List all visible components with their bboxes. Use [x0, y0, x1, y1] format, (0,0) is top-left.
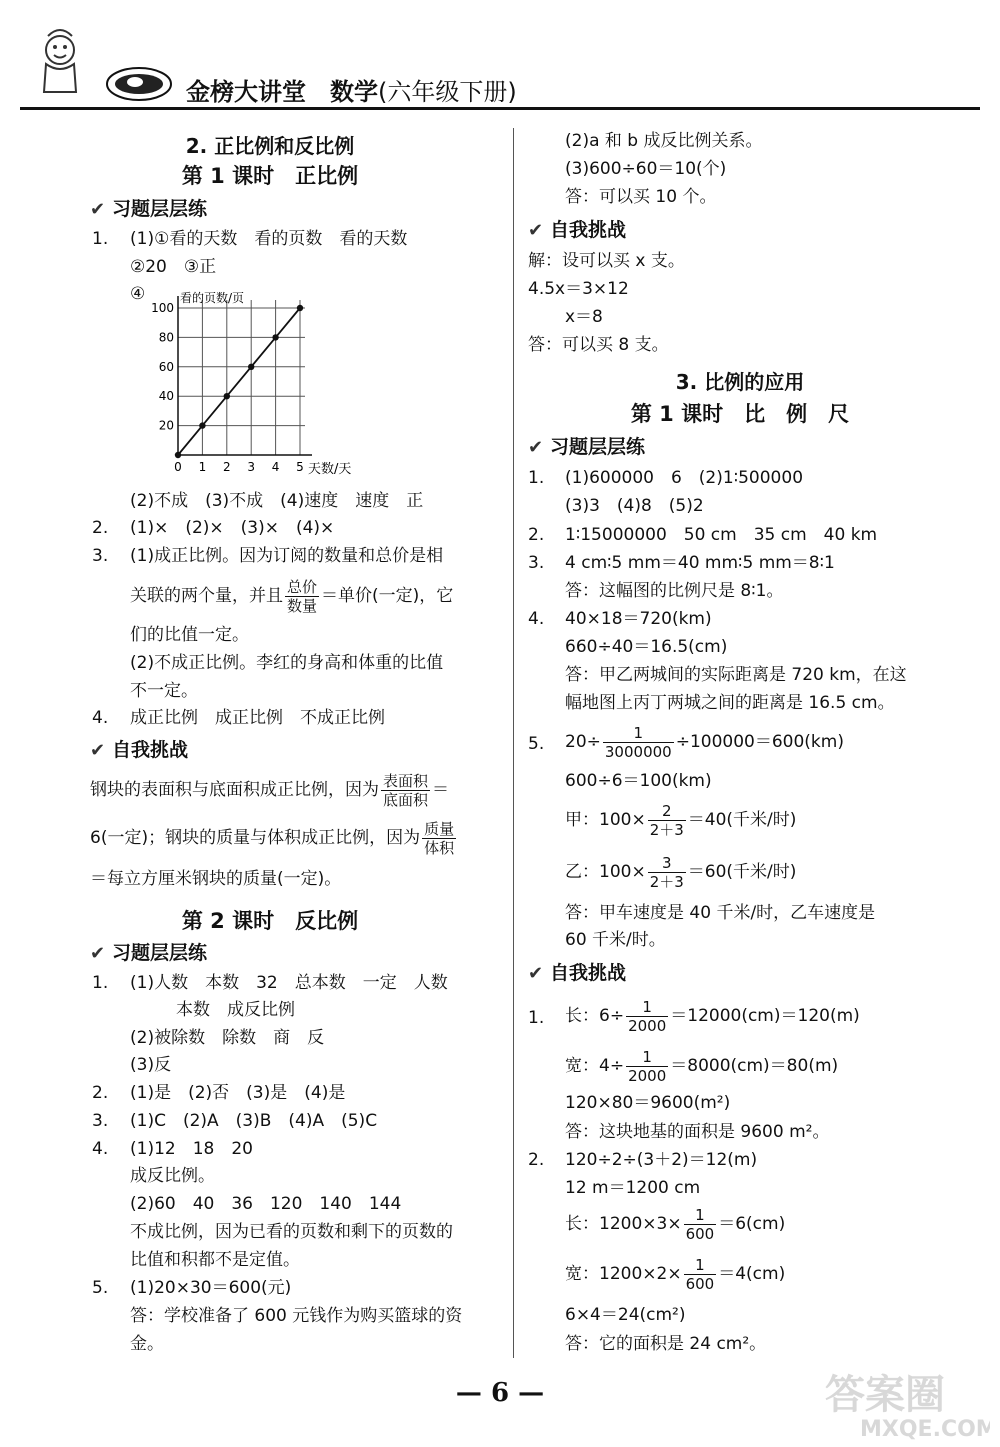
brand-logo-icon	[105, 66, 173, 102]
data-point	[175, 452, 181, 458]
answer-line: 答：这幅图的比例尺是 8∶1。	[565, 581, 784, 601]
answer-line: 12 m＝1200 cm	[565, 1178, 701, 1198]
svg-text:MXQE.COM: MXQE.COM	[860, 1417, 990, 1442]
challenge-heading: ✔ 自我挑战	[90, 739, 189, 761]
answer-line: (1)成正比例。因为订阅的数量和总价是相	[130, 546, 444, 566]
answer-line: 比值和积都不是定值。	[130, 1250, 300, 1270]
answer-line: 60 千米/时。	[565, 930, 666, 950]
answer-line: (2)被除数 除数 商 反	[130, 1028, 325, 1048]
question-number: 2.	[92, 1083, 109, 1103]
question-number: 2.	[92, 518, 109, 538]
answer-line: (1)12 18 20	[130, 1139, 253, 1159]
answer-line: 答：可以买 8 支。	[528, 335, 669, 355]
answer-line: (1)①看的天数 看的页数 看的天数	[130, 229, 408, 249]
fraction: $\frac{\text{表面积}}{\text{底面积}}$	[383, 771, 429, 809]
x-tick-label: 5	[296, 460, 304, 474]
fraction: $\frac{1}{2000}$	[628, 997, 667, 1035]
practice-heading: ✔ 习题层层练	[528, 436, 646, 458]
practice-heading: ✔ 习题层层练	[90, 942, 208, 964]
question-number: 4.	[92, 708, 109, 728]
answer-line: 本数 成反比例	[176, 1000, 295, 1020]
cartoon-mascot-icon	[20, 22, 100, 102]
header-divider	[20, 107, 980, 110]
answer-line: 解：设可以买 x 支。	[528, 251, 685, 271]
answer-line: 不一定。	[130, 681, 198, 701]
answer-line: 4.5x＝3×12	[528, 279, 629, 299]
answer-line: 答：可以买 10 个。	[565, 187, 717, 207]
data-point	[224, 393, 230, 399]
fraction: $\frac{1}{2000}$	[628, 1047, 667, 1085]
answer-line: 20÷ $\frac{1}{3000000}$ ÷100000＝600(km)	[565, 723, 844, 761]
y-tick-label: 40	[158, 389, 174, 404]
question-number: 4.	[528, 609, 545, 629]
answer-line: 答：甲乙两城间的实际距离是 720 km，在这	[565, 665, 907, 685]
check-icon: ✔	[528, 437, 544, 458]
answer-line: (1)600000 6 (2)1∶500000	[565, 468, 804, 488]
answer-line: 长：6÷ $\frac{1}{2000}$ ＝12000(cm)＝120(m)	[565, 997, 860, 1035]
grade-label: (六年级下册)	[378, 78, 517, 106]
y-tick-label: 80	[158, 330, 174, 345]
challenge-heading: ✔ 自我挑战	[528, 219, 627, 241]
y-axis-label: 看的页数/页	[180, 291, 245, 305]
y-tick-label: 100	[151, 301, 174, 315]
answer-line: 答：这块地基的面积是 9600 m²。	[565, 1122, 830, 1142]
series-line	[178, 308, 300, 455]
answer-line: 幅地图上丙丁两城之间的距离是 16.5 cm。	[565, 693, 895, 713]
answer-line: 4 cm∶5 mm＝40 mm∶5 mm＝8∶1	[565, 553, 835, 573]
answer-line: (3)600÷60＝10(个)	[565, 159, 727, 179]
answer-line: ＝每立方厘米钢块的质量(一定)。	[90, 869, 342, 889]
answer-line: 答：它的面积是 24 cm²。	[565, 1334, 767, 1354]
check-icon: ✔	[90, 199, 106, 220]
book-title	[186, 72, 517, 107]
fraction: $\frac{1}{3000000}$	[604, 723, 672, 761]
answer-line: 们的比值一定。	[130, 625, 249, 645]
answer-line: (2)a 和 b 成反比例关系。	[565, 131, 763, 151]
answer-line: 6×4＝24(cm²)	[565, 1305, 686, 1325]
answer-line: ④	[130, 284, 146, 304]
answer-line: 6(一定)；钢块的质量与体积成正比例，因为 $\frac{\text{质量}}{\text{体积}}$	[90, 819, 455, 857]
question-number: 5.	[92, 1278, 109, 1298]
lesson-title: 第 1 课时 正比例	[181, 164, 359, 188]
question-number: 3.	[528, 553, 545, 573]
question-number: 1.	[92, 229, 109, 249]
data-point	[248, 364, 254, 370]
question-number: 3.	[92, 546, 109, 566]
x-axis-label: 天数/天	[308, 462, 352, 477]
watermark-icon	[815, 1360, 990, 1442]
question-number: 1.	[528, 1008, 545, 1028]
column-divider	[513, 128, 514, 1358]
answer-line: 120÷2÷(3＋2)＝12(m)	[565, 1150, 758, 1170]
question-number: 5.	[528, 734, 545, 754]
fraction: $\frac{\text{总价}}{\text{数量}}$	[287, 577, 318, 615]
answer-line: (1)人数 本数 32 总本数 一定 人数	[130, 973, 448, 993]
x-tick-label: 0	[174, 460, 182, 474]
answer-line: 成反比例。	[130, 1166, 215, 1186]
answer-line: 金。	[130, 1334, 164, 1354]
answer-line: (2)不成 (3)不成 (4)速度 速度 正	[130, 491, 424, 511]
answer-line: (3)3 (4)8 (5)2	[565, 496, 704, 516]
pages-vs-days-chart	[150, 290, 370, 482]
answer-line: 660÷40＝16.5(cm)	[565, 637, 728, 657]
fraction: $\frac{1}{600}$	[685, 1255, 715, 1293]
answer-line: 钢块的表面积与底面积成正比例，因为 $\frac{\text{表面积}}{\text{底面积}}$ ＝	[90, 771, 450, 809]
answer-line: (3)反	[130, 1055, 172, 1075]
answer-line: 宽：4÷ $\frac{1}{2000}$ ＝8000(cm)＝80(m)	[565, 1047, 839, 1085]
question-number: 4.	[92, 1139, 109, 1159]
answer-line: 120×80＝9600(m²)	[565, 1093, 731, 1113]
answer-line: 600÷6＝100(km)	[565, 771, 712, 791]
practice-heading: ✔ 习题层层练	[90, 198, 208, 220]
question-number: 1.	[92, 973, 109, 993]
answer-line: 不成比例，因为已看的页数和剩下的页数的	[130, 1222, 453, 1242]
answer-line: (2)不成正比例。李红的身高和体重的比值	[130, 653, 444, 673]
fraction: $\frac{2}{2+3}$	[649, 801, 684, 839]
check-icon: ✔	[90, 943, 106, 964]
svg-text:答案圈: 答案圈	[825, 1372, 945, 1418]
answer-line: ②20 ③正	[130, 257, 217, 277]
question-number: 1.	[528, 468, 545, 488]
answer-line: 关联的两个量，并且 $\frac{\text{总价}}{\text{数量}}$ ＝单价(一定)，它	[130, 577, 454, 615]
answer-line: 40×18＝720(km)	[565, 609, 712, 629]
lesson-title: 第 2 课时 反比例	[181, 909, 359, 933]
fraction: $\frac{1}{600}$	[685, 1205, 715, 1243]
section-title: 2. 正比例和反比例	[185, 134, 355, 158]
answer-line: 答：甲车速度是 40 千米/时，乙车速度是	[565, 903, 876, 923]
answer-line: (1)是 (2)否 (3)是 (4)是	[130, 1083, 346, 1103]
data-point	[272, 334, 278, 340]
subject-name: 数学	[330, 78, 378, 106]
answer-line: (1)× (2)× (3)× (4)×	[130, 518, 335, 538]
fraction: $\frac{\text{质量}}{\text{体积}}$	[424, 819, 455, 857]
check-icon: ✔	[90, 740, 106, 761]
x-tick-label: 2	[222, 460, 231, 474]
x-tick-label: 1	[198, 460, 207, 474]
answer-line: 1∶15000000 50 cm 35 cm 40 km	[565, 525, 878, 545]
data-point	[297, 305, 303, 311]
series-name: 金榜大讲堂	[186, 78, 306, 106]
answer-line: 答：学校准备了 600 元钱作为购买篮球的资	[130, 1306, 463, 1326]
y-tick-label: 20	[158, 418, 174, 433]
challenge-heading: ✔ 自我挑战	[528, 962, 627, 984]
answer-line: 甲：100× $\frac{2}{2+3}$ ＝40(千米/时)	[565, 801, 797, 839]
section-title: 3. 比例的应用	[675, 370, 805, 394]
answer-line: 成正比例 成正比例 不成正比例	[130, 708, 385, 728]
y-tick-label: 60	[158, 359, 174, 374]
answer-line: 乙：100× $\frac{3}{2+3}$ ＝60(千米/时)	[565, 853, 797, 891]
question-number: 2.	[528, 1150, 545, 1170]
check-icon: ✔	[528, 963, 544, 984]
question-number: 3.	[92, 1111, 109, 1131]
answer-line: x＝8	[565, 307, 603, 327]
lesson-title: 第 1 课时 比 例 尺	[630, 402, 850, 426]
x-tick-label: 3	[247, 460, 256, 474]
answer-line: 宽：1200×2× $\frac{1}{600}$ ＝4(cm)	[565, 1255, 786, 1293]
answer-line: 长：1200×3× $\frac{1}{600}$ ＝6(cm)	[565, 1205, 786, 1243]
answer-line: (1)C (2)A (3)B (4)A (5)C	[130, 1111, 378, 1131]
chart-marks	[175, 305, 303, 458]
fraction: $\frac{3}{2+3}$	[649, 853, 684, 891]
check-icon: ✔	[528, 220, 544, 241]
x-tick-label: 4	[271, 460, 280, 474]
page-number: — 6 —	[455, 1378, 545, 1408]
answer-line: (2)60 40 36 120 140 144	[130, 1194, 402, 1214]
data-point	[199, 422, 205, 428]
watermark-logo	[815, 1360, 990, 1442]
answer-line: (1)20×30＝600(元)	[130, 1278, 292, 1298]
question-number: 2.	[528, 525, 545, 545]
